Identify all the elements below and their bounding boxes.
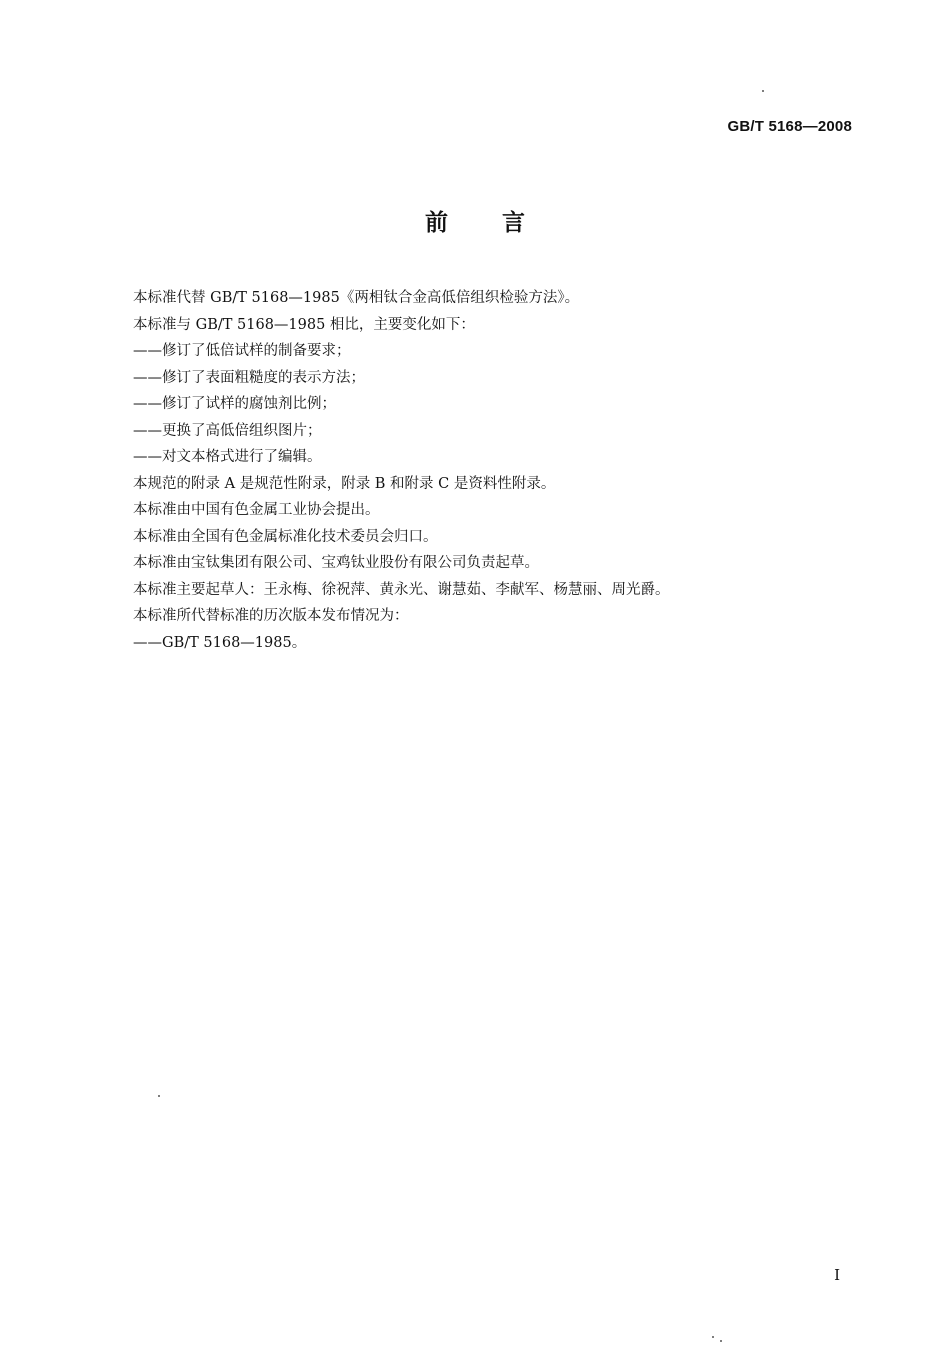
foreword-body (133, 285, 853, 656)
paragraph-line: 本标准所代替标准的历次版本发布情况为： (133, 608, 409, 624)
paragraph-line: 本标准由宝钛集团有限公司、宝鸡钛业股份有限公司负责起草。 (133, 555, 539, 571)
list-item: ——更换了高低倍组织图片； (133, 422, 322, 439)
list-item: ——修订了表面粗糙度的表示方法； (133, 369, 365, 386)
scan-speck (158, 1095, 160, 1097)
list-item: ——GB/T 5168—1985。 (133, 634, 307, 651)
page-title: 前言 (425, 210, 579, 236)
scan-speck (712, 1336, 714, 1338)
list-item: ——修订了试样的腐蚀剂比例； (133, 396, 336, 412)
paragraph-line: 本标准主要起草人：王永梅、徐祝萍、黄永光、谢慧茹、李献军、杨慧丽、周光爵。 (133, 581, 670, 598)
list-item: ——对文本格式进行了编辑。 (133, 449, 322, 465)
standard-code: GB/T 5168—2008 (727, 118, 852, 135)
paragraph-line: 本标准代替 GB/T 5168—1985《两相钛合金高低倍组织检验方法》。 (133, 290, 580, 306)
scan-speck (762, 90, 764, 92)
paragraph-line: 本标准与 GB/T 5168—1985 相比，主要变化如下： (133, 316, 475, 333)
paragraph-line: 本规范的附录 A 是规范性附录，附录 B 和附录 C 是资料性附录。 (133, 475, 556, 492)
paragraph-line: 本标准由全国有色金属标准化技术委员会归口。 (133, 528, 438, 545)
scan-speck (720, 1340, 722, 1342)
page-number: I (834, 1266, 840, 1284)
paragraph-line: 本标准由中国有色金属工业协会提出。 (133, 502, 380, 518)
list-item: ——修订了低倍试样的制备要求； (133, 343, 351, 359)
